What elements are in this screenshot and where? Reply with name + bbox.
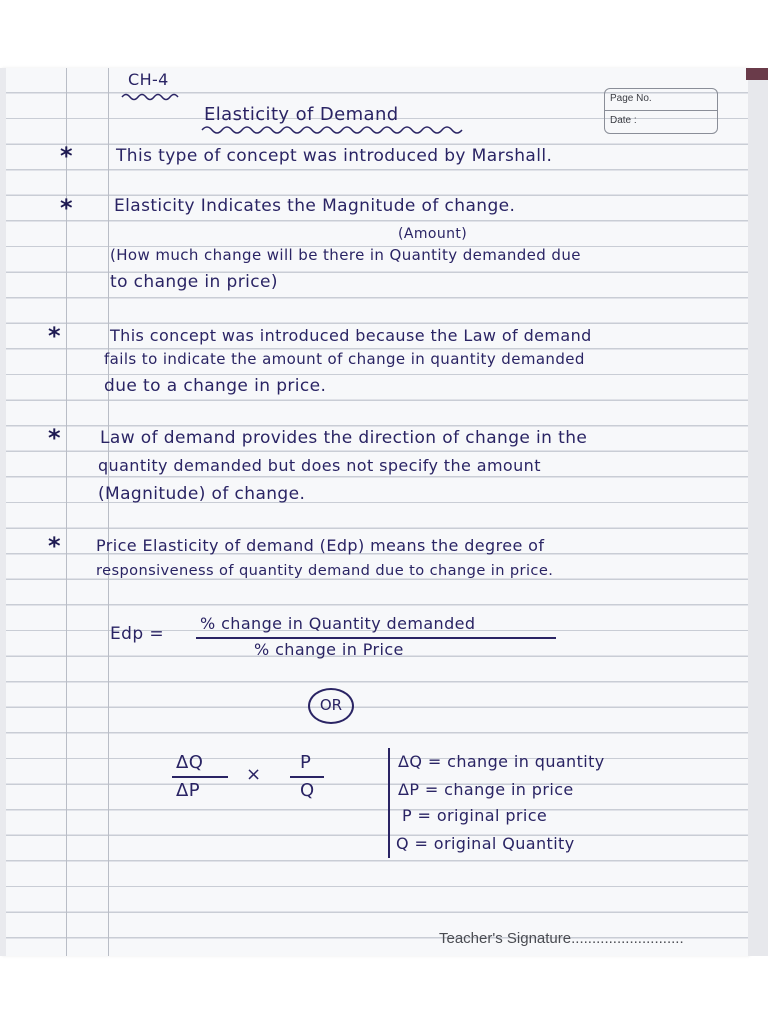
formula-denominator: % change in Price — [254, 640, 404, 659]
margin-line-inner — [108, 68, 109, 956]
or-label: OR — [319, 696, 343, 714]
box-divider — [605, 110, 717, 111]
formula-lhs: Edp = — [110, 624, 164, 644]
bullet-star: * — [60, 194, 73, 222]
page-date-box — [604, 88, 718, 134]
delta-q: ΔQ — [176, 752, 204, 773]
page-title: Elasticity of Demand — [204, 104, 399, 125]
note-text: responsiveness of quantity demand due to change in price. — [96, 562, 554, 579]
note-text: to change in price) — [110, 272, 278, 292]
formula-numerator: % change in Quantity demanded — [200, 614, 476, 633]
bullet-star: * — [48, 424, 61, 452]
note-text: Law of demand provides the direction of change in the — [100, 428, 588, 448]
legend-item: ΔQ = change in quantity — [398, 752, 605, 771]
legend-item: P = original price — [402, 806, 548, 825]
page-no-label: Page No. — [610, 93, 652, 104]
formula-q: Q — [300, 780, 315, 801]
fraction-bar-small — [172, 776, 228, 778]
page-binding — [0, 68, 6, 956]
note-text: Price Elasticity of demand (Edp) means the degree of — [96, 536, 545, 555]
title-underline — [200, 124, 472, 136]
note-text: This concept was introduced because the Law of demand — [110, 326, 592, 345]
note-text: due to a change in price. — [104, 376, 327, 396]
legend-item: Q = original Quantity — [396, 834, 575, 853]
note-text: (How much change will be there in Quantity demanded due — [110, 246, 581, 264]
note-annotation: (Amount) — [398, 226, 468, 242]
delta-p: ΔP — [176, 780, 200, 801]
fraction-bar-pq — [290, 776, 324, 778]
legend-brace — [388, 748, 390, 858]
bullet-star: * — [60, 142, 73, 170]
or-circle — [308, 688, 354, 724]
note-text: This type of concept was introduced by Marshall. — [116, 146, 553, 166]
note-text: fails to indicate the amount of change in quantity demanded — [104, 350, 585, 368]
note-text: quantity demanded but does not specify the amount — [98, 456, 541, 475]
cover-corner — [746, 68, 768, 80]
chapter-label: CH-4 — [128, 70, 169, 89]
chapter-underline — [120, 92, 182, 102]
date-label: Date : — [610, 115, 637, 126]
note-text: (Magnitude) of change. — [98, 484, 306, 504]
note-text: Elasticity Indicates the Magnitude of change. — [114, 196, 516, 216]
bullet-star: * — [48, 322, 61, 350]
formula-p: P — [300, 752, 312, 773]
bullet-star: * — [48, 532, 61, 560]
page-edge — [748, 68, 768, 956]
legend-item: ΔP = change in price — [398, 780, 574, 799]
times-sign: × — [246, 764, 262, 785]
teacher-signature: Teacher's Signature........................... — [439, 930, 684, 947]
fraction-bar — [196, 637, 556, 639]
